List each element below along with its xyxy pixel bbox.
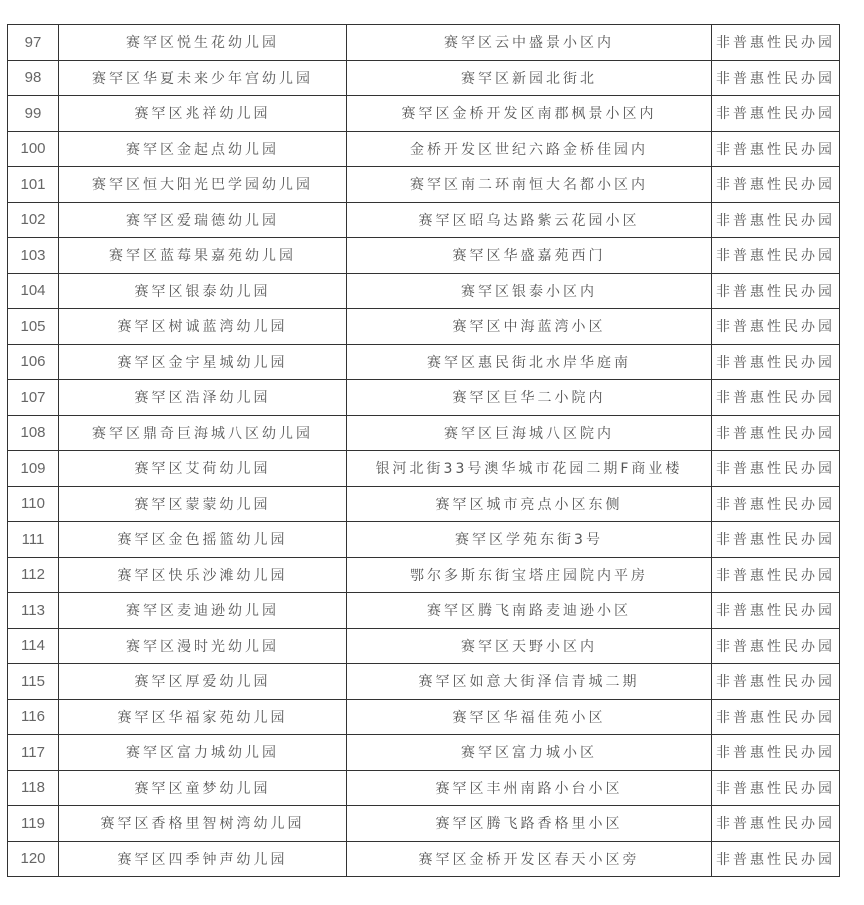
- address-cell: 赛罕区金桥开发区春天小区旁: [347, 841, 712, 877]
- address-cell: 赛罕区学苑东街3号: [347, 522, 712, 558]
- row-number-cell: 98: [8, 60, 59, 96]
- row-number-cell: 120: [8, 841, 59, 877]
- kindergarten-name-cell: 赛罕区麦迪逊幼儿园: [59, 593, 347, 629]
- kindergarten-name-cell: 赛罕区树诚蓝湾幼儿园: [59, 309, 347, 345]
- table-row: [8, 344, 840, 380]
- table-row: [8, 841, 840, 877]
- table-row: [8, 167, 840, 203]
- table-row: [8, 664, 840, 700]
- type-cell: 非普惠性民办园: [712, 380, 840, 416]
- kindergarten-name-cell: 赛罕区蒙蒙幼儿园: [59, 486, 347, 522]
- address-cell: 赛罕区云中盛景小区内: [347, 25, 712, 61]
- table-row: [8, 451, 840, 487]
- row-number-cell: 114: [8, 628, 59, 664]
- type-cell: 非普惠性民办园: [712, 25, 840, 61]
- type-cell: 非普惠性民办园: [712, 735, 840, 771]
- address-cell: 赛罕区昭乌达路紫云花园小区: [347, 202, 712, 238]
- kindergarten-name-cell: 赛罕区艾荷幼儿园: [59, 451, 347, 487]
- type-cell: 非普惠性民办园: [712, 131, 840, 167]
- table-row: [8, 628, 840, 664]
- type-cell: 非普惠性民办园: [712, 770, 840, 806]
- table-row: [8, 486, 840, 522]
- table-row: [8, 309, 840, 345]
- address-cell: 赛罕区腾飞路香格里小区: [347, 806, 712, 842]
- table-row: [8, 202, 840, 238]
- type-cell: 非普惠性民办园: [712, 202, 840, 238]
- type-cell: 非普惠性民办园: [712, 167, 840, 203]
- table-row: [8, 593, 840, 629]
- kindergarten-name-cell: 赛罕区华夏未来少年宫幼儿园: [59, 60, 347, 96]
- address-cell: 银河北街33号澳华城市花园二期F商业楼: [347, 451, 712, 487]
- row-number-cell: 116: [8, 699, 59, 735]
- table-row: [8, 380, 840, 416]
- row-number-cell: 113: [8, 593, 59, 629]
- type-cell: 非普惠性民办园: [712, 451, 840, 487]
- kindergarten-name-cell: 赛罕区富力城幼儿园: [59, 735, 347, 771]
- row-number-cell: 112: [8, 557, 59, 593]
- kindergarten-name-cell: 赛罕区银泰幼儿园: [59, 273, 347, 309]
- kindergarten-name-cell: 赛罕区金色摇篮幼儿园: [59, 522, 347, 558]
- row-number-cell: 108: [8, 415, 59, 451]
- type-cell: 非普惠性民办园: [712, 238, 840, 274]
- row-number-cell: 103: [8, 238, 59, 274]
- kindergarten-name-cell: 赛罕区童梦幼儿园: [59, 770, 347, 806]
- row-number-cell: 102: [8, 202, 59, 238]
- kindergarten-name-cell: 赛罕区恒大阳光巴学园幼儿园: [59, 167, 347, 203]
- table-row: [8, 415, 840, 451]
- address-cell: 赛罕区巨海城八区院内: [347, 415, 712, 451]
- address-cell: 赛罕区南二环南恒大名都小区内: [347, 167, 712, 203]
- row-number-cell: 100: [8, 131, 59, 167]
- type-cell: 非普惠性民办园: [712, 699, 840, 735]
- address-cell: 赛罕区华盛嘉苑西门: [347, 238, 712, 274]
- row-number-cell: 99: [8, 96, 59, 132]
- kindergarten-name-cell: 赛罕区四季钟声幼儿园: [59, 841, 347, 877]
- kindergarten-name-cell: 赛罕区兆祥幼儿园: [59, 96, 347, 132]
- address-cell: 赛罕区富力城小区: [347, 735, 712, 771]
- table-row: [8, 699, 840, 735]
- type-cell: 非普惠性民办园: [712, 841, 840, 877]
- type-cell: 非普惠性民办园: [712, 96, 840, 132]
- address-cell: 赛罕区腾飞南路麦迪逊小区: [347, 593, 712, 629]
- type-cell: 非普惠性民办园: [712, 415, 840, 451]
- row-number-cell: 110: [8, 486, 59, 522]
- table-row: [8, 522, 840, 558]
- type-cell: 非普惠性民办园: [712, 486, 840, 522]
- type-cell: 非普惠性民办园: [712, 344, 840, 380]
- type-cell: 非普惠性民办园: [712, 522, 840, 558]
- address-cell: 赛罕区丰州南路小台小区: [347, 770, 712, 806]
- row-number-cell: 118: [8, 770, 59, 806]
- address-cell: 赛罕区新园北街北: [347, 60, 712, 96]
- type-cell: 非普惠性民办园: [712, 60, 840, 96]
- row-number-cell: 107: [8, 380, 59, 416]
- address-cell: 赛罕区天野小区内: [347, 628, 712, 664]
- kindergarten-name-cell: 赛罕区厚爱幼儿园: [59, 664, 347, 700]
- address-cell: 赛罕区金桥开发区南郡枫景小区内: [347, 96, 712, 132]
- row-number-cell: 115: [8, 664, 59, 700]
- address-cell: 赛罕区巨华二小院内: [347, 380, 712, 416]
- type-cell: 非普惠性民办园: [712, 273, 840, 309]
- kindergarten-name-cell: 赛罕区金起点幼儿园: [59, 131, 347, 167]
- kindergarten-name-cell: 赛罕区香格里智树湾幼儿园: [59, 806, 347, 842]
- kindergarten-name-cell: 赛罕区华福家苑幼儿园: [59, 699, 347, 735]
- type-cell: 非普惠性民办园: [712, 309, 840, 345]
- row-number-cell: 101: [8, 167, 59, 203]
- kindergarten-name-cell: 赛罕区快乐沙滩幼儿园: [59, 557, 347, 593]
- row-number-cell: 104: [8, 273, 59, 309]
- kindergarten-name-cell: 赛罕区浩泽幼儿园: [59, 380, 347, 416]
- table-row: [8, 806, 840, 842]
- row-number-cell: 106: [8, 344, 59, 380]
- kindergarten-name-cell: 赛罕区鼎奇巨海城八区幼儿园: [59, 415, 347, 451]
- kindergarten-name-cell: 赛罕区悦生花幼儿园: [59, 25, 347, 61]
- row-number-cell: 105: [8, 309, 59, 345]
- kindergarten-name-cell: 赛罕区爱瑞德幼儿园: [59, 202, 347, 238]
- type-cell: 非普惠性民办园: [712, 593, 840, 629]
- address-cell: 赛罕区城市亮点小区东侧: [347, 486, 712, 522]
- address-cell: 赛罕区惠民街北水岸华庭南: [347, 344, 712, 380]
- table-row: [8, 60, 840, 96]
- kindergarten-table: [7, 24, 840, 877]
- address-cell: 赛罕区中海蓝湾小区: [347, 309, 712, 345]
- type-cell: 非普惠性民办园: [712, 628, 840, 664]
- address-cell: 赛罕区如意大街泽信青城二期: [347, 664, 712, 700]
- row-number-cell: 109: [8, 451, 59, 487]
- table-row: [8, 557, 840, 593]
- table-row: [8, 238, 840, 274]
- kindergarten-name-cell: 赛罕区漫时光幼儿园: [59, 628, 347, 664]
- table-row: [8, 25, 840, 61]
- kindergarten-name-cell: 赛罕区蓝莓果嘉苑幼儿园: [59, 238, 347, 274]
- type-cell: 非普惠性民办园: [712, 664, 840, 700]
- address-cell: 金桥开发区世纪六路金桥佳园内: [347, 131, 712, 167]
- row-number-cell: 97: [8, 25, 59, 61]
- address-cell: 赛罕区银泰小区内: [347, 273, 712, 309]
- type-cell: 非普惠性民办园: [712, 806, 840, 842]
- address-cell: 赛罕区华福佳苑小区: [347, 699, 712, 735]
- table-row: [8, 770, 840, 806]
- address-cell: 鄂尔多斯东街宝塔庄园院内平房: [347, 557, 712, 593]
- type-cell: 非普惠性民办园: [712, 557, 840, 593]
- table-row: [8, 131, 840, 167]
- table-row: [8, 96, 840, 132]
- table-body: [8, 25, 840, 877]
- row-number-cell: 119: [8, 806, 59, 842]
- row-number-cell: 117: [8, 735, 59, 771]
- kindergarten-name-cell: 赛罕区金宇星城幼儿园: [59, 344, 347, 380]
- table-row: [8, 273, 840, 309]
- row-number-cell: 111: [8, 522, 59, 558]
- table-row: [8, 735, 840, 771]
